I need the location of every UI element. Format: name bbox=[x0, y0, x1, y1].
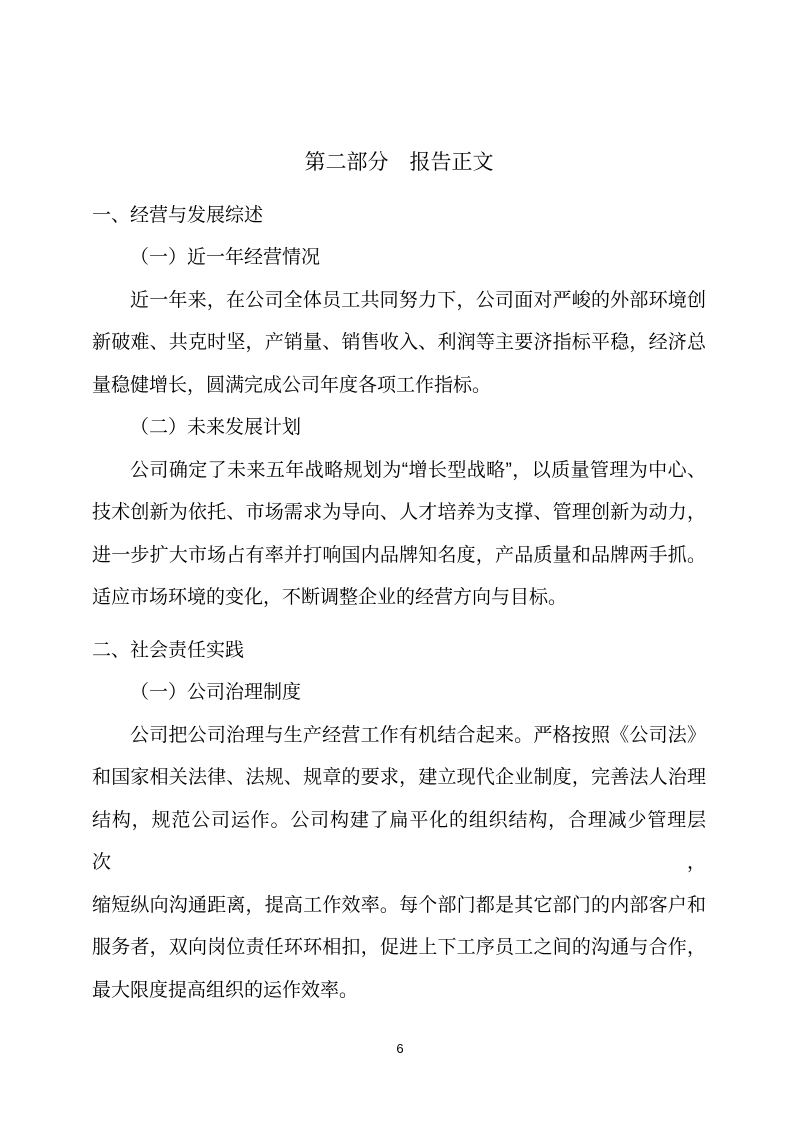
page-number: 6 bbox=[396, 1041, 404, 1056]
section-heading: 一、经营与发展综述 bbox=[92, 204, 264, 226]
paragraph-line: 公司把公司治理与生产经营工作有机结合起来。严格按照《公司法》 bbox=[130, 724, 706, 746]
subsection-heading: （二）未来发展计划 bbox=[130, 417, 302, 438]
paragraph-line: 和国家相关法律、法规、规章的要求，建立现代企业制度，完善法人治理 bbox=[92, 767, 706, 788]
paragraph bbox=[92, 450, 706, 620]
paragraph-line: 最大限度提高组织的运作效率。 bbox=[92, 979, 359, 1001]
paragraph bbox=[92, 280, 706, 408]
document-body bbox=[92, 195, 706, 1013]
paragraph-line: 近一年来，在公司全体员工共同努力下，公司面对严峻的外部环境创 bbox=[130, 289, 706, 311]
paragraph-line: 结构，规范公司运作。公司构建了扁平化的组织结构，合理减少管理层次， bbox=[92, 809, 706, 873]
paragraph-line: 公司确定了未来五年战略规划为“增长型战略”，以质量管理为中心、 bbox=[130, 459, 706, 481]
paragraph-line: 服务者，双向岗位责任环环相扣，促进上下工序员工之间的沟通与合作， bbox=[92, 937, 706, 958]
subsection-heading: （一）公司治理制度 bbox=[130, 682, 302, 703]
paragraph-line: 技术创新为依托、市场需求为导向、人才培养为支撑、管理创新为动力， bbox=[92, 502, 706, 523]
paragraph bbox=[92, 715, 706, 1013]
paragraph-line: 新破难、共克时坚，产销量、销售收入、利润等主要济指标平稳，经济总 bbox=[92, 332, 706, 353]
paragraph-line: 量稳健增长，圆满完成公司年度各项工作指标。 bbox=[92, 374, 492, 396]
section-heading: 二、社会责任实践 bbox=[92, 639, 245, 661]
document-title: 第二部分 报告正文 bbox=[304, 151, 494, 174]
document-content bbox=[92, 142, 706, 1012]
paragraph-line: 适应市场环境的变化，不断调整企业的经营方向与目标。 bbox=[92, 587, 568, 608]
paragraph-line: 缩短纵向沟通距离，提高工作效率。每个部门都是其它部门的内部客户和 bbox=[92, 894, 706, 916]
subsection-heading: （一）近一年经营情况 bbox=[130, 247, 321, 268]
paragraph-line: 进一步扩大市场占有率并打响国内品牌知名度，产品质量和品牌两手抓。 bbox=[92, 544, 706, 566]
